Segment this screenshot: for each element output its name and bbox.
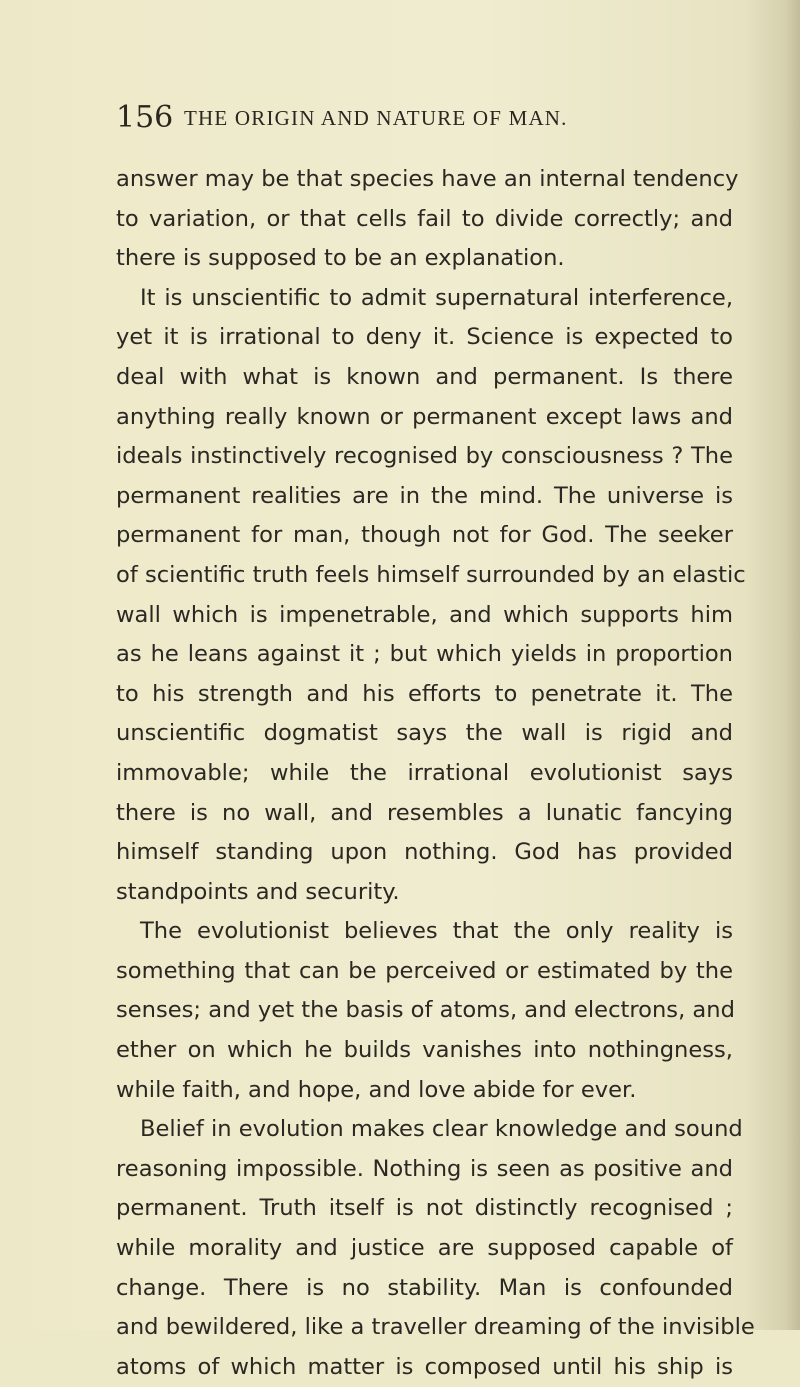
text-line: while morality and justice are supposed capable of <box>116 1235 733 1262</box>
text-line: immovable; while the irrational evolutionist says <box>116 759 733 786</box>
text-line: permanent. Truth itself is not distinctly recognised ; <box>116 1195 733 1222</box>
text-line: atoms of which matter is composed until his ship is <box>116 1353 733 1380</box>
page-number: 156 <box>116 100 174 135</box>
text-line: ether on which he builds vanishes into nothingness, <box>116 1037 733 1064</box>
text-line: yet it is irrational to deny it. Science is expected to <box>116 324 733 351</box>
text-line: answer may be that species have an internal tendency <box>116 166 739 192</box>
text-line: permanent realities are in the mind. The universe is <box>116 482 733 509</box>
text-line: ideals instinctively recognised by consciousness ? The <box>116 443 733 470</box>
text-line: wall which is impenetrable, and which supports him <box>116 601 733 628</box>
page-header <box>116 100 736 140</box>
text-line: senses; and yet the basis of atoms, and electrons, and <box>116 997 735 1024</box>
text-line: of scientific truth feels himself surrounded by an elastic <box>116 561 746 588</box>
text-line: anything really known or permanent except laws and <box>116 403 733 430</box>
text-line: and bewildered, like a traveller dreaming of the invisible <box>116 1314 755 1341</box>
body-text <box>116 160 755 1387</box>
text-line: something that can be perceived or estimated by the <box>116 957 733 984</box>
text-line: The evolutionist believes that the only reality is <box>140 918 733 945</box>
text-line: change. There is no stability. Man is confounded <box>116 1274 733 1301</box>
text-line: reasoning impossible. Nothing is seen as positive and <box>116 1155 733 1182</box>
text-line: to his strength and his efforts to penetrate it. The <box>116 680 733 707</box>
text-line: unscientific dogmatist says the wall is rigid and <box>116 720 733 747</box>
running-head: THE ORIGIN AND NATURE OF MAN. <box>184 106 568 130</box>
page-edge-shadow <box>786 0 800 1330</box>
text-line: deal with what is known and permanent. Is there <box>116 363 733 390</box>
text-line: there is no wall, and resembles a lunatic fancying <box>116 799 733 826</box>
text-line: himself standing upon nothing. God has provided <box>116 839 733 866</box>
text-line: permanent for man, though not for God. The seeker <box>116 522 733 549</box>
text-line: It is unscientific to admit supernatural interference, <box>140 284 733 311</box>
text-line: standpoints and security. <box>116 878 400 905</box>
text-line: to variation, or that cells fail to divide correctly; and <box>116 205 733 232</box>
text-line: as he leans against it ; but which yields in proportion <box>116 641 733 668</box>
text-line: there is supposed to be an explanation. <box>116 245 565 272</box>
text-line: Belief in evolution makes clear knowledge and sound <box>140 1116 743 1143</box>
text-line: while faith, and hope, and love abide for ever. <box>116 1076 637 1103</box>
